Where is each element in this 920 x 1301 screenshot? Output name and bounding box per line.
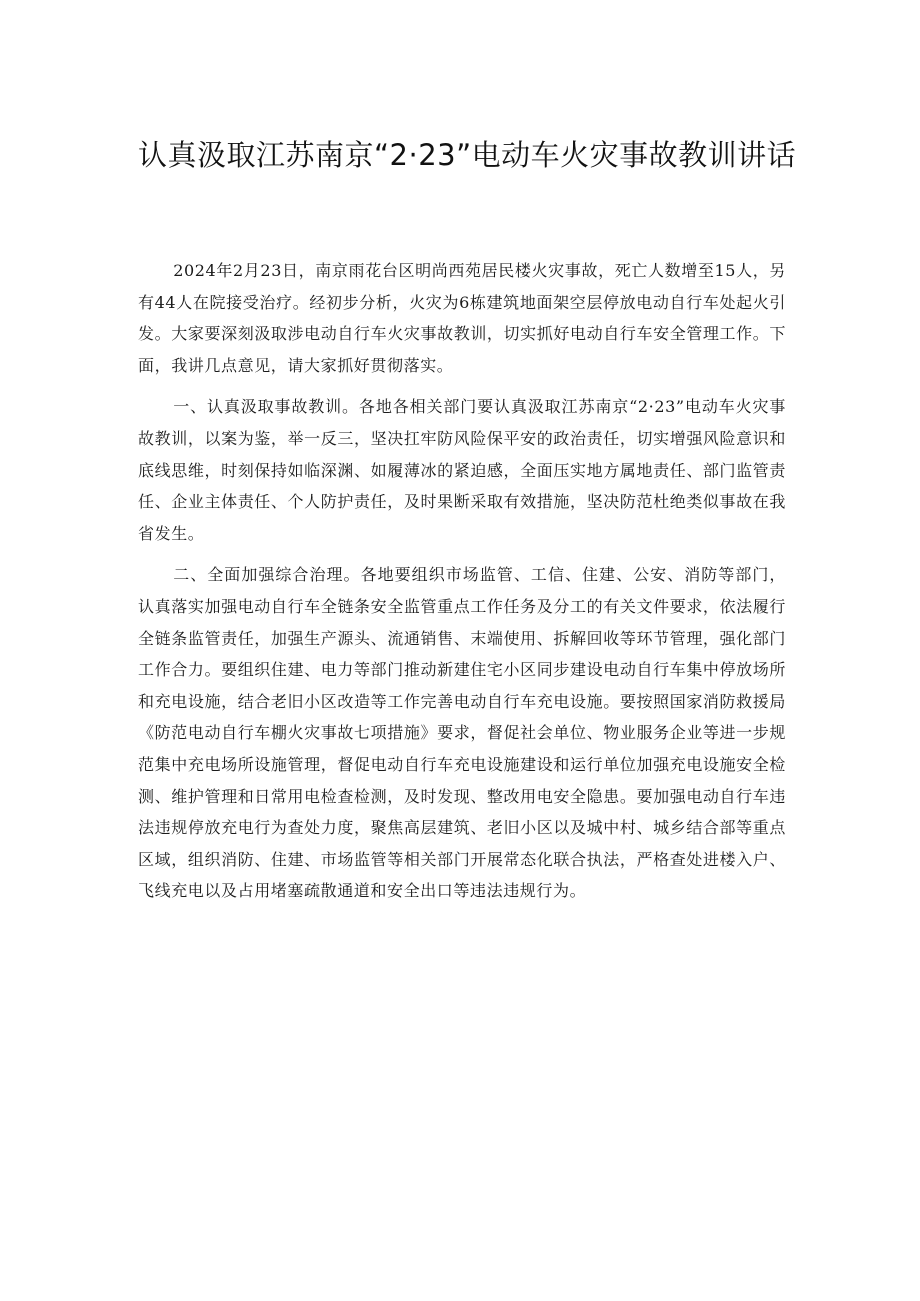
paragraph-intro: 2024年2月23日，南京雨花台区明尚西苑居民楼火灾事故，死亡人数增至15人，另有44人在院接受治疗。经初步分析，火灾为6栋建筑地面架空层停放电动自行车处起火引发。大家要深刻汲取涉电动自行车火灾事故教训，切实抓好电动自行车安全管理工作。下面，我讲几点意见，请大家抓好贯彻落实。 (138, 261, 786, 375)
paragraph-section-two: 二、全面加强综合治理。各地要组织市场监管、工信、住建、公安、消防等部门，认真落实加强电动自行车全链条安全监管重点工作任务及分工的有关文件要求，依法履行全链条监管责任，加强生产源头、流通销售、末端使用、拆解回收等环节管理，强化部门工作合力。要组织住建、电力等部门推动新建住宅小区同步建设电动自行车集中停放场所和充电设施，结合老旧小区改造等工作完善电动自行车充电设施。要按照国家消防救援局《防范电动自行车棚火灾事故七项措施》要求，督促社会单位、物业服务企业等进一步规范集中充电场所设施管理，督促电动自行车充电设施建设和运行单位加强充电设施安全检测、维护管理和日常用电检查检测，及时发现、整改用电安全隐患。要加强电动自行车违法违规停放充电行为查处力度，聚焦高层建筑、老旧小区以及城中村、城乡结合部等重点区域，组织消防、住建、市场监管等相关部门开展常态化联合执法，严格查处进楼入户、飞线充电以及占用堵塞疏散通道和安全出口等违法违规行为。 (138, 565, 786, 901)
paragraph-section-one: 一、认真汲取事故教训。各地各相关部门要认真汲取江苏南京“2·23”电动车火灾事故教训，以案为鉴，举一反三，坚决扛牢防风险保平安的政治责任，切实增强风险意识和底线思维，时刻保持如临深渊、如履薄冰的紧迫感，全面压实地方属地责任、部门监管责任、企业主体责任、个人防护责任，及时果断采取有效措施，坚决防范杜绝类似事故在我省发生。 (138, 397, 786, 543)
document-body (138, 255, 786, 917)
document-title: 认真汲取江苏南京“2·23”电动车火灾事故教训讲话 (138, 138, 797, 172)
